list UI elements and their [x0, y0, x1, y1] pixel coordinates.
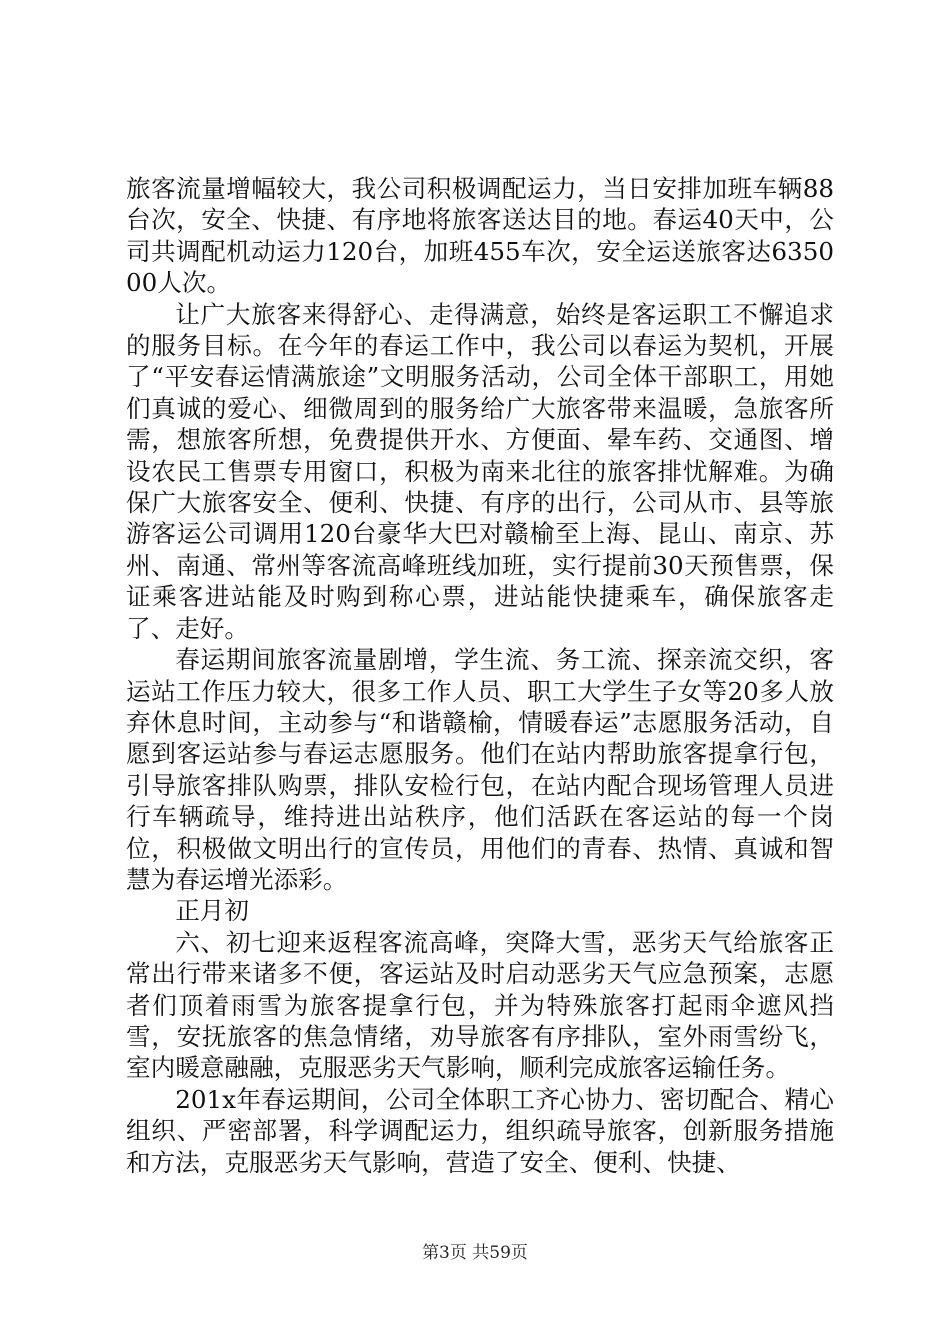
paragraph-service-goal: 让广大旅客来得舒心、走得满意，始终是客运职工不懈追求的服务目标。在今年的春运工作中，我公司以春运为契机，开展了“平安春运情满旅途”文明服务活动，公司全体干部职工，用她们真诚的爱心、细微周到的服务给广大旅客带来温暖，急旅客所需，想旅客所想，免费提供开水、方便面、晕车药、交通图、增设农民工售票专用窗口，积极为南来北往的旅客排忧解难。为确保广大旅客安全、便利、快捷、有序的出行，公司从市、县等旅游客运公司调用120台豪华大巴对赣榆至上海、昆山、南京、苏州、南通、常州等客流高峰班线加班，实行提前30天预售票，保证乘客进站能及时购到称心票，进站能快捷乘车，确保旅客走了、走好。 [126, 299, 834, 643]
page-number-footer: 第3页 共59页 [422, 1243, 528, 1263]
paragraph-snow-response: 六、初七迎来返程客流高峰，突降大雪，恶劣天气给旅客正常出行带来诸多不便，客运站及时启动恶劣天气应急预案，志愿者们顶着雨雪为旅客提拿行包，并为特殊旅客打起雨伞遮风挡雪，安抚旅客的焦急情绪，劝导旅客有序排队，室外雨雪纷飞，室内暖意融融，克服恶劣天气影响，顺利完成旅客运输任务。 [126, 927, 834, 1083]
paragraph-continuation: 旅客流量增幅较大，我公司积极调配运力，当日安排加班车辆88台次，安全、快捷、有序地将旅客送达目的地。春运40天中，公司共调配机动运力120台，加班455车次，安全运送旅客达635000人次。 [126, 174, 834, 298]
paragraph-fragment: 正月初 [175, 896, 249, 926]
paragraph-volunteers: 春运期间旅客流量剧增，学生流、务工流、探亲流交织，客运站工作压力较大，很多工作人员、职工大学生子女等20多人放弃休息时间，主动参与“和谐赣榆，情暖春运”志愿服务活动，自愿到客运站参与春运志愿服务。他们在站内帮助旅客提拿行包，引导旅客排队购票，排队安检行包，在站内配合现场管理人员进行车辆疏导，维持进出站秩序，他们活跃在客运站的每一个岗位，积极做文明出行的宣传员，用他们的青春、热情、真诚和智慧为春运增光添彩。 [126, 645, 834, 894]
paragraph-summary: 201x年春运期间，公司全体职工齐心协力、密切配合、精心组织、严密部署，科学调配运力，组织疏导旅客，创新服务措施和方法，克服恶劣天气影响，营造了安全、便利、快捷、 [126, 1084, 834, 1177]
document-body [126, 173, 834, 1178]
